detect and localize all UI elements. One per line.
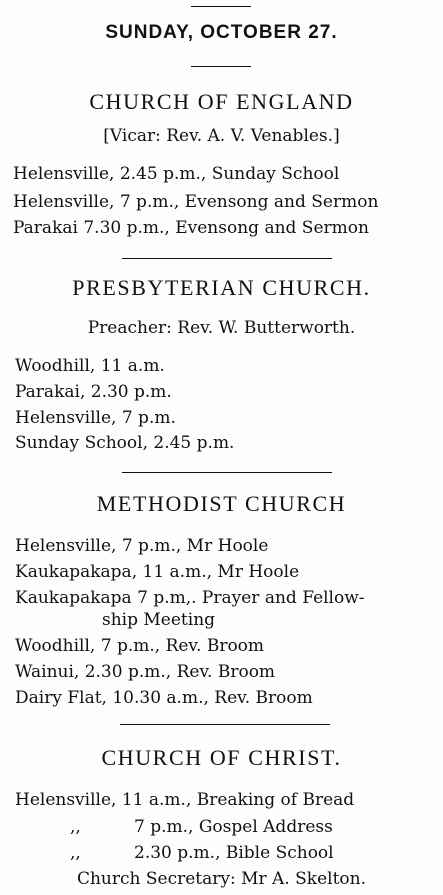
service-line: Parakai 7.30 p.m., Evensong and Sermon [13,218,369,238]
service-line: Helensville, 7 p.m. [15,408,176,428]
service-line: Wainui, 2.30 p.m., Rev. Broom [15,662,276,682]
service-line: Dairy Flat, 10.30 a.m., Rev. Broom [15,688,313,708]
presbyterian-heading: PRESBYTERIAN CHURCH. [72,275,371,300]
date-rule [191,66,251,67]
church-secretary: Church Secretary: Mr A. Skelton. [76,869,367,889]
methodist-heading: METHODIST CHURCH [96,491,347,516]
section-rule [120,724,330,725]
top-rule [191,6,251,7]
ditto-mark: ,, [70,817,81,837]
service-line: 7 p.m., Gospel Address [134,817,333,837]
presbyterian-preacher: Preacher: Rev. W. Butterworth. [87,318,356,338]
service-line: Sunday School, 2.45 p.m. [15,433,235,453]
christ-heading: CHURCH OF CHRIST. [101,745,342,770]
anglican-heading: CHURCH OF ENGLAND [89,89,354,114]
date-heading: SUNDAY, OCTOBER 27. [105,22,338,43]
service-line: Parakai, 2.30 p.m. [15,382,172,402]
service-line: Kaukapakapa, 11 a.m., Mr Hoole [15,562,300,582]
service-line: Helensville, 7 p.m., Evensong and Sermon [13,192,379,212]
service-line: Helensville, 7 p.m., Mr Hoole [15,536,269,556]
section-rule [122,258,332,259]
service-line: Woodhill, 7 p.m., Rev. Broom [15,636,265,656]
service-line: Kaukapakapa 7 p.m,. Prayer and Fellow- [15,588,365,608]
service-line: Helensville, 2.45 p.m., Sunday School [13,164,340,184]
service-line: 2.30 p.m., Bible School [134,843,334,863]
service-line: Woodhill, 11 a.m. [15,356,165,376]
ditto-mark: ,, [70,843,81,863]
service-line: Helensville, 11 a.m., Breaking of Bread [15,790,355,810]
anglican-vicar: [Vicar: Rev. A. V. Venables.] [103,126,340,146]
service-line-continuation: ship Meeting [102,610,216,630]
section-rule [122,472,332,473]
